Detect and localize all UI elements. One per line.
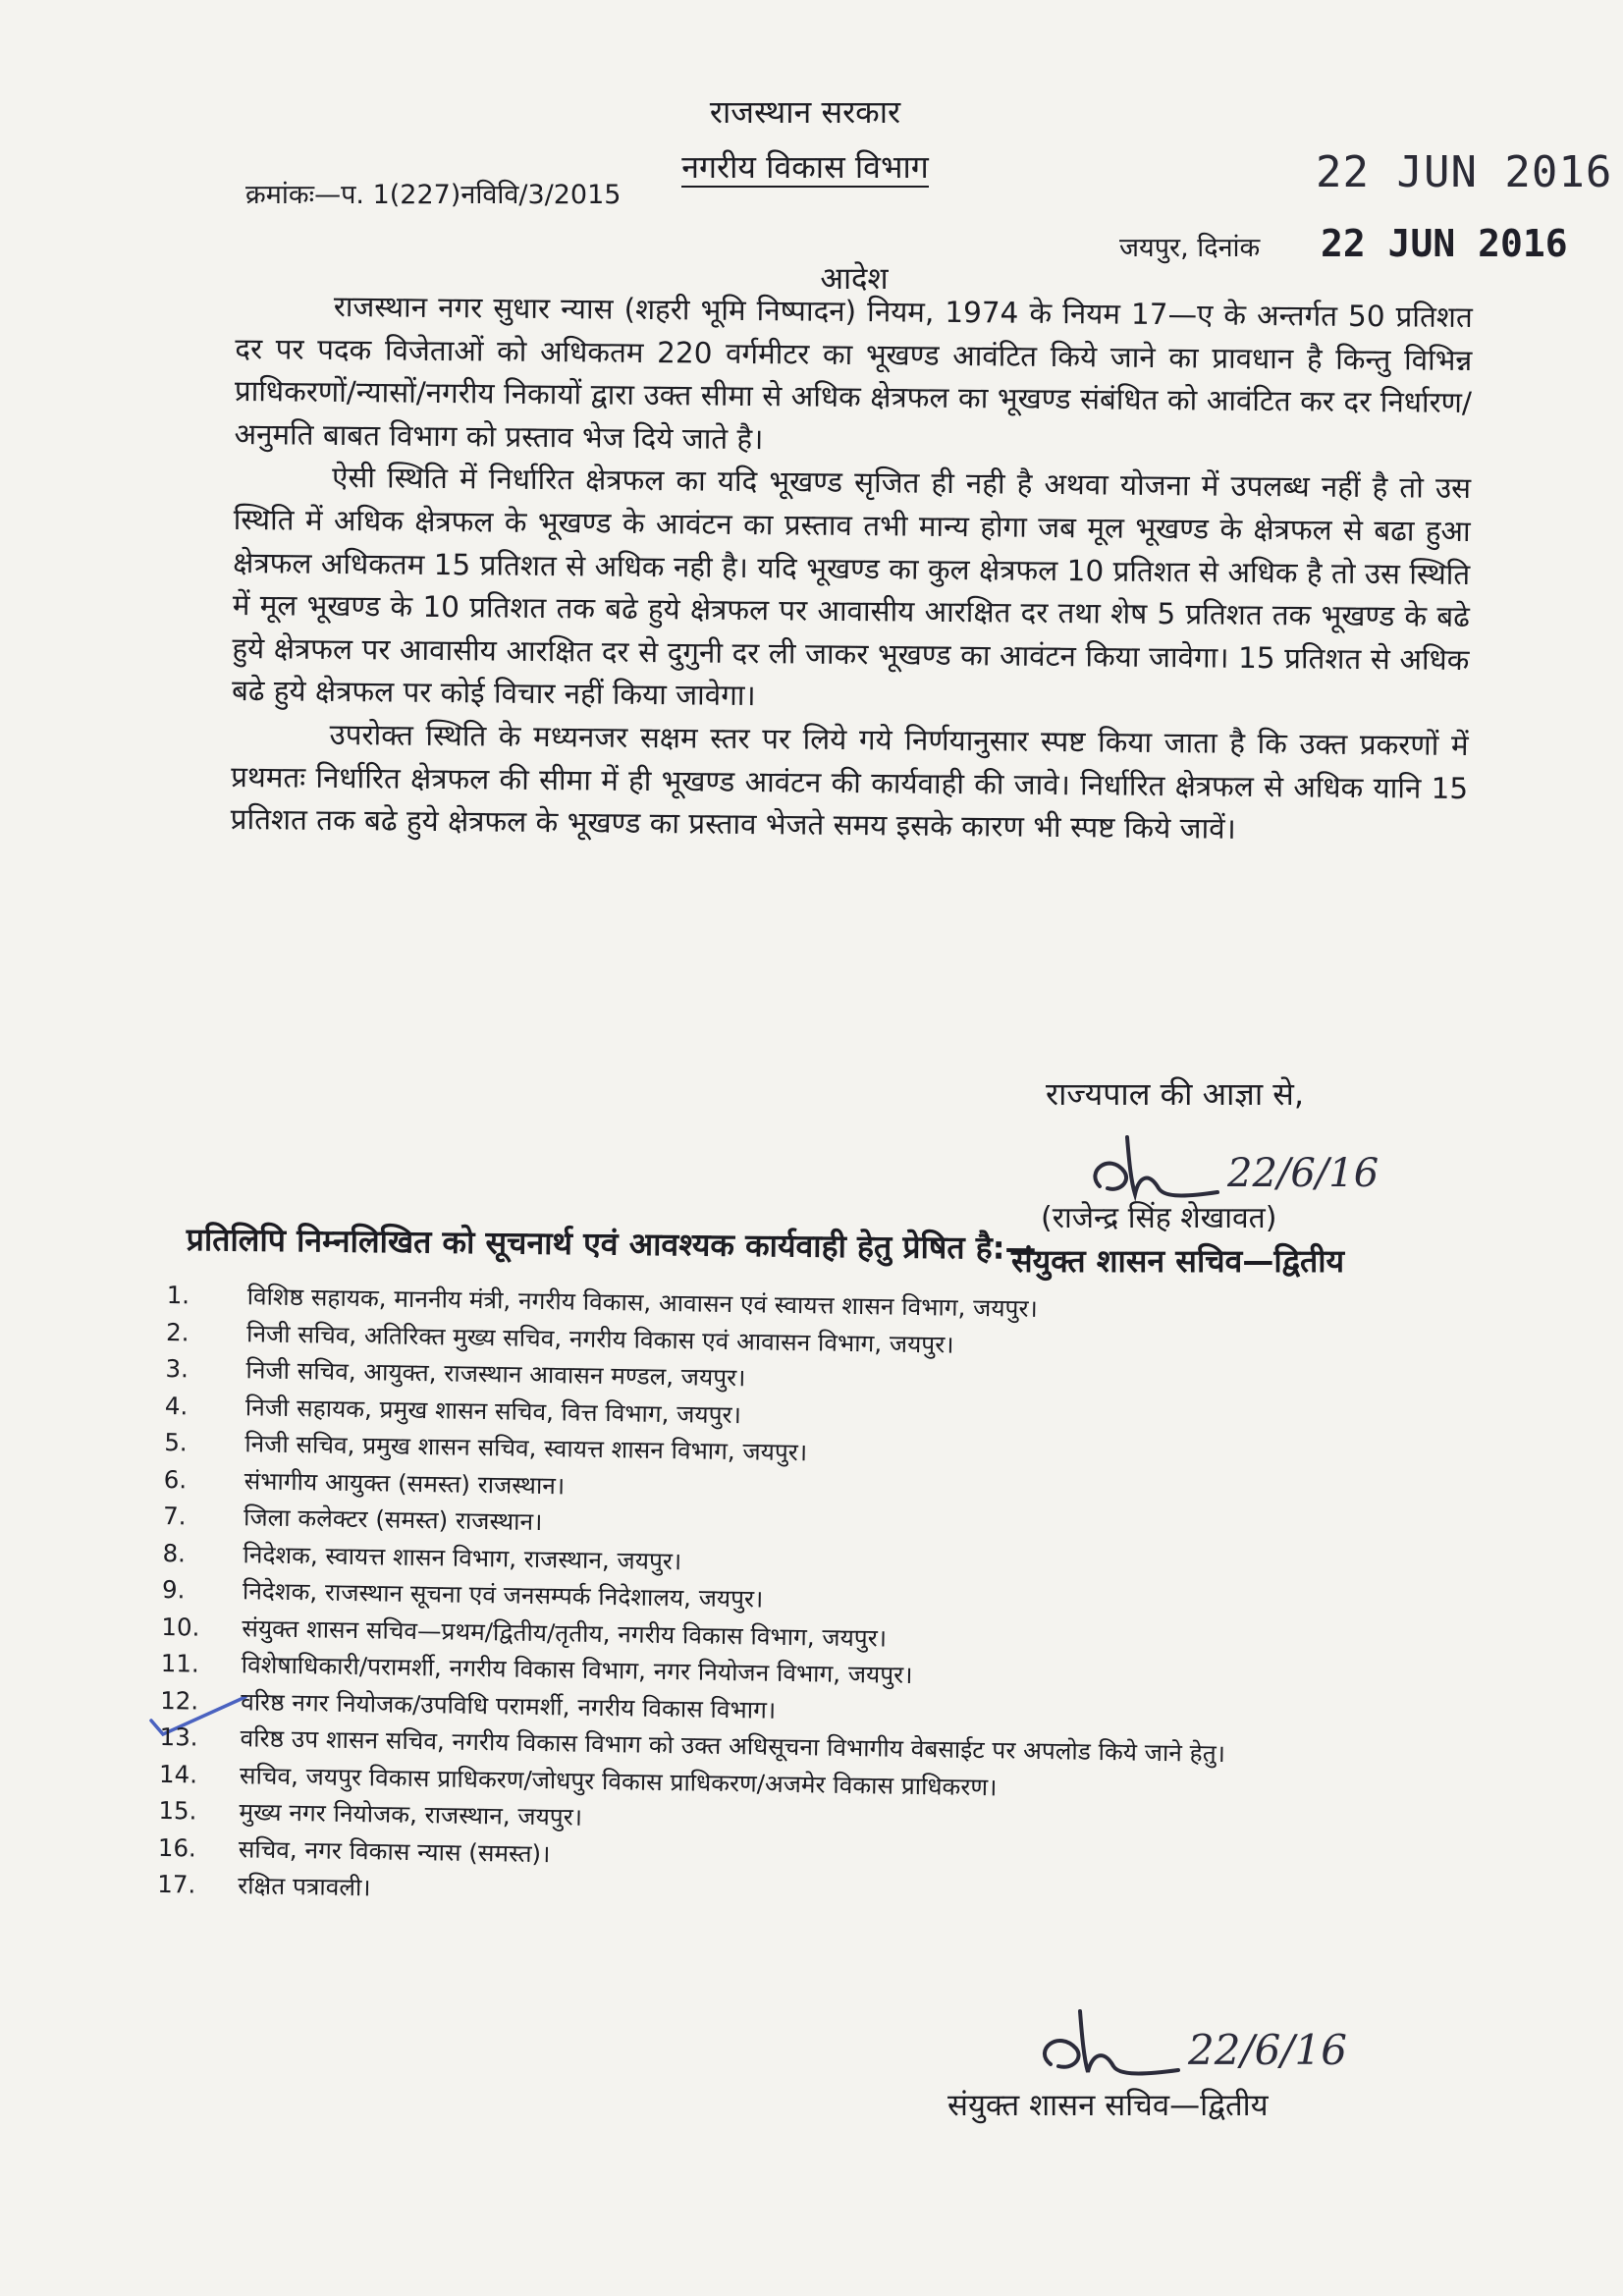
list-item-text: निजी सहायक, प्रमुख शासन सचिव, वित्त विभाग, जयपुर। — [244, 1392, 742, 1429]
place-date-label: जयपुर, दिनांक — [1119, 233, 1261, 263]
order-title: आदेश — [820, 261, 889, 297]
list-item-number: 4. — [164, 1391, 189, 1420]
signatory-name: (राजेन्द्र सिंह शेखावत) — [1041, 1201, 1277, 1235]
date-stamp-place: 22 JUN 2016 — [1321, 222, 1568, 265]
reference-number: क्रमांकः—प. 1(227)नविवि/3/2015 — [245, 180, 622, 210]
paragraph-3: उपरोक्त स्थिति के मध्यनजर सक्षम स्तर पर लिये गये निर्णयानुसार स्पष्ट किया जाता है कि उक्त प्रकरणों में प्रथमतः निर्धारित क्षेत्रफल की सीमा में ही भूखण्ड आवंटन की कार्यवाही की जावे। निर्धारित क्षेत्रफल से अधिक यानि 15 प्रतिशत तक बढे हुये क्षेत्रफल के भूखण्ड का प्रस्ताव भेजते समय इसके कारण भी स्पष्ट किये जावें। — [230, 717, 1469, 846]
date-stamp-top: 22 JUN 2016 — [1316, 147, 1613, 197]
paragraph-2: ऐसी स्थिति में निर्धारित क्षेत्रफल का यदि भूखण्ड सृजित ही नही है अथवा योजना में उपलब्ध नहीं है तो उस स्थिति में अधिक क्षेत्रफल के भूखण्ड के आवंटन का प्रस्ताव तभी मान्य होगा जब मूल भूखण्ड के क्षेत्रफल से बढा हुआ क्षेत्रफल अधिकतम 15 प्रतिशत से अधिक नही है। यदि भूखण्ड का कुल क्षेत्रफल 10 प्रतिशत से अधिक है तो उस स्थिति में मूल भूखण्ड के 10 प्रतिशत तक बढे हुये क्षेत्रफल पर आवासीय आरक्षित दर तथा शेष 5 प्रतिशत तक भूखण्ड के बढे हुये क्षेत्रफल पर आवासीय आरक्षित दर से दुगुनी दर ली जाकर भूखण्ड का आवंटन किया जावेगा। 15 प्रतिशत से अधिक बढे हुये क्षेत्रफल पर कोई विचार नहीं किया जावेगा। — [231, 461, 1472, 713]
list-item-number: 15. — [158, 1795, 197, 1826]
paragraph-1: राजस्थान नगर सुधार न्यास (शहरी भूमि निष्पादन) नियम, 1974 के नियम 17—ए के अन्तर्गत 50 प्रतिशत दर पर पदक विजेताओं को अधिकतम 220 वर्गमीटर का भूखण्ड आवंटित किये जाने का प्रावधान है किन्तु विभिन्न प्राधिकरणों/न्यासों/नगरीय निकायों द्वारा उक्त सीमा से अधिक क्षेत्रफल का भूखण्ड संबंधित को आवंटित कर दर निर्धारण/अनुमति बाबत विभाग को प्रस्ताव भेज दिये जाते है। — [234, 289, 1473, 456]
signature-1-date: 22/6/16 — [1227, 1151, 1380, 1196]
list-item-text: रक्षित पत्रावली। — [238, 1871, 371, 1902]
list-item-text: सचिव, नगर विकास न्यास (समस्त)। — [238, 1833, 551, 1868]
list-item-number: 1. — [166, 1280, 190, 1310]
list-item-text: संभागीय आयुक्त (समस्त) राजस्थान। — [243, 1465, 566, 1500]
list-item-text: वरिष्ठ नगर नियोजक/उपविधि परामर्शी, नगरीय विकास विभाग। — [240, 1686, 777, 1724]
order-body — [231, 285, 1473, 853]
final-designation: संयुक्त शासन सचिव—द्वितीय — [947, 2088, 1269, 2123]
list-item-text: विशेषाधिकारी/परामर्शी, नगरीय विकास विभाग, नगर नियोजन विभाग, जयपुर। — [241, 1650, 913, 1689]
list-item-number: 16. — [157, 1832, 197, 1863]
government-heading: राजस्थान सरकार — [709, 93, 901, 131]
list-item-text: निजी सचिव, प्रमुख शासन सचिव, स्वायत्त शासन विभाग, जयपुर। — [244, 1429, 808, 1467]
authority-line: राज्यपाल की आज्ञा से, — [1046, 1075, 1305, 1113]
list-item-text: निदेशक, स्वायत्त शासन विभाग, राजस्थान, जयपुर। — [243, 1539, 682, 1575]
copy-list — [157, 1277, 1404, 1922]
signature-2-stroke — [1045, 2011, 1178, 2073]
signature-2-date: 22/6/16 — [1188, 2026, 1347, 2074]
list-item-number: 14. — [158, 1759, 198, 1789]
signatory-designation: संयुक्त शासन सचिव—द्वितीय — [1011, 1242, 1345, 1280]
list-item-number: 10. — [161, 1612, 200, 1642]
list-item-text: विशिष्ठ सहायक, माननीय मंत्री, नगरीय विकास, आवासन एवं स्वायत्त शासन विभाग, जयपुर। — [246, 1282, 1038, 1323]
list-item-number: 9. — [161, 1574, 186, 1605]
list-item-number: 2. — [165, 1317, 189, 1346]
list-item-number: 13. — [159, 1722, 198, 1752]
department-heading-text: नगरीय विकास विभाग — [681, 148, 929, 186]
signature-1-stroke — [1095, 1137, 1217, 1195]
list-item-text: वरिष्ठ उप शासन सचिव, नगरीय विकास विभाग को उक्त अधिसूचना विभागीय वेबसाईट पर अपलोड किये जाने हेतु। — [240, 1723, 1226, 1768]
list-item-text: निजी सचिव, अतिरिक्त मुख्य सचिव, नगरीय विकास एवं आवासन विभाग, जयपुर। — [245, 1318, 954, 1359]
signature-2 — [1021, 2003, 1394, 2092]
list-item-number: 7. — [162, 1501, 187, 1531]
list-item-text: निजी सचिव, आयुक्त, राजस्थान आवासन मण्डल, जयपुर। — [245, 1355, 746, 1393]
list-item-number: 8. — [162, 1538, 187, 1567]
list-item-text: संयुक्त शासन सचिव—प्रथम/द्वितीय/तृतीय, नगरीय विकास विभाग, जयपुर। — [242, 1613, 888, 1653]
list-item-number: 12. — [160, 1685, 199, 1716]
list-item-text: सचिव, जयपुर विकास प्राधिकरण/जोधपुर विकास प्राधिकरण/अजमेर विकास प्राधिकरण। — [239, 1760, 998, 1801]
list-item-number: 17. — [157, 1869, 196, 1899]
copy-heading: प्रतिलिपि निम्नलिखित को सूचनार्थ एवं आवश्यक कार्यवाही हेतु प्रेषित है:— — [186, 1220, 1037, 1268]
list-item-text: जिला कलेक्टर (समस्त) राजस्थान। — [243, 1503, 543, 1537]
list-item-number: 11. — [160, 1648, 200, 1678]
list-item-text: निदेशक, राजस्थान सूचना एवं जनसम्पर्क निदेशालय, जयपुर। — [242, 1576, 764, 1613]
list-item-text: मुख्य नगर नियोजक, राजस्थान, जयपुर। — [239, 1797, 583, 1831]
list-item-number: 6. — [163, 1464, 188, 1494]
list-item-number: 5. — [164, 1427, 188, 1457]
list-item-number: 3. — [165, 1353, 189, 1384]
